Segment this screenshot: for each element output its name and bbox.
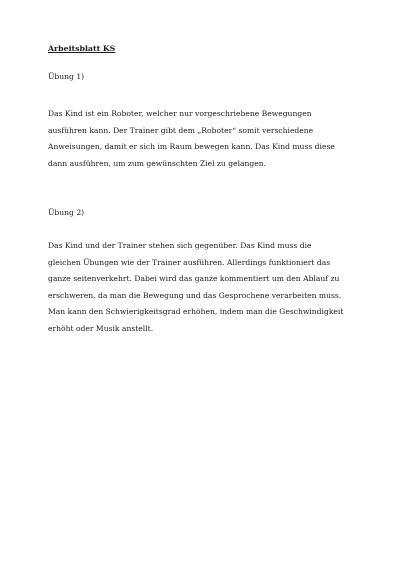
exercise-2-paragraph — [48, 238, 368, 338]
paragraph-line: erschweren, da man die Bewegung und das Gesprochene verarbeiten muss. — [48, 290, 342, 300]
paragraph-line: Das Kind und der Trainer stehen sich gegenüber. Das Kind muss die — [48, 241, 312, 250]
paragraph-line: erhöht oder Musik anstellt. — [48, 323, 154, 333]
paragraph-line: Das Kind ist ein Roboter, welcher nur vorgeschriebene Bewegungen — [48, 109, 312, 118]
exercise-2-heading: Übung 2) — [48, 208, 85, 217]
paragraph-line: ausführen kann. Der Trainer gibt dem „Roboter“ somit verschiedene — [48, 125, 314, 135]
paragraph-line: Man kann den Schwierigkeitsgrad erhöhen, indem man die Geschwindigkeit — [48, 307, 344, 317]
exercise-1-paragraph — [48, 106, 368, 172]
paragraph-line: Anweisungen, damit er sich im Raum bewegen kann. Das Kind muss diese — [48, 142, 335, 152]
worksheet-title: Arbeitsblatt KS — [48, 44, 116, 53]
paragraph-line: ganze seitenverkehrt. Dabei wird das ganze kommentiert um den Ablauf zu — [48, 274, 340, 284]
exercise-1-heading: Übung 1) — [48, 72, 85, 81]
paragraph-line: gleichen Übungen wie der Trainer ausführen. Allerdings funktioniert das — [48, 257, 331, 267]
paragraph-line: dann ausführen, um zum gewünschten Ziel zu gelangen. — [48, 158, 267, 168]
